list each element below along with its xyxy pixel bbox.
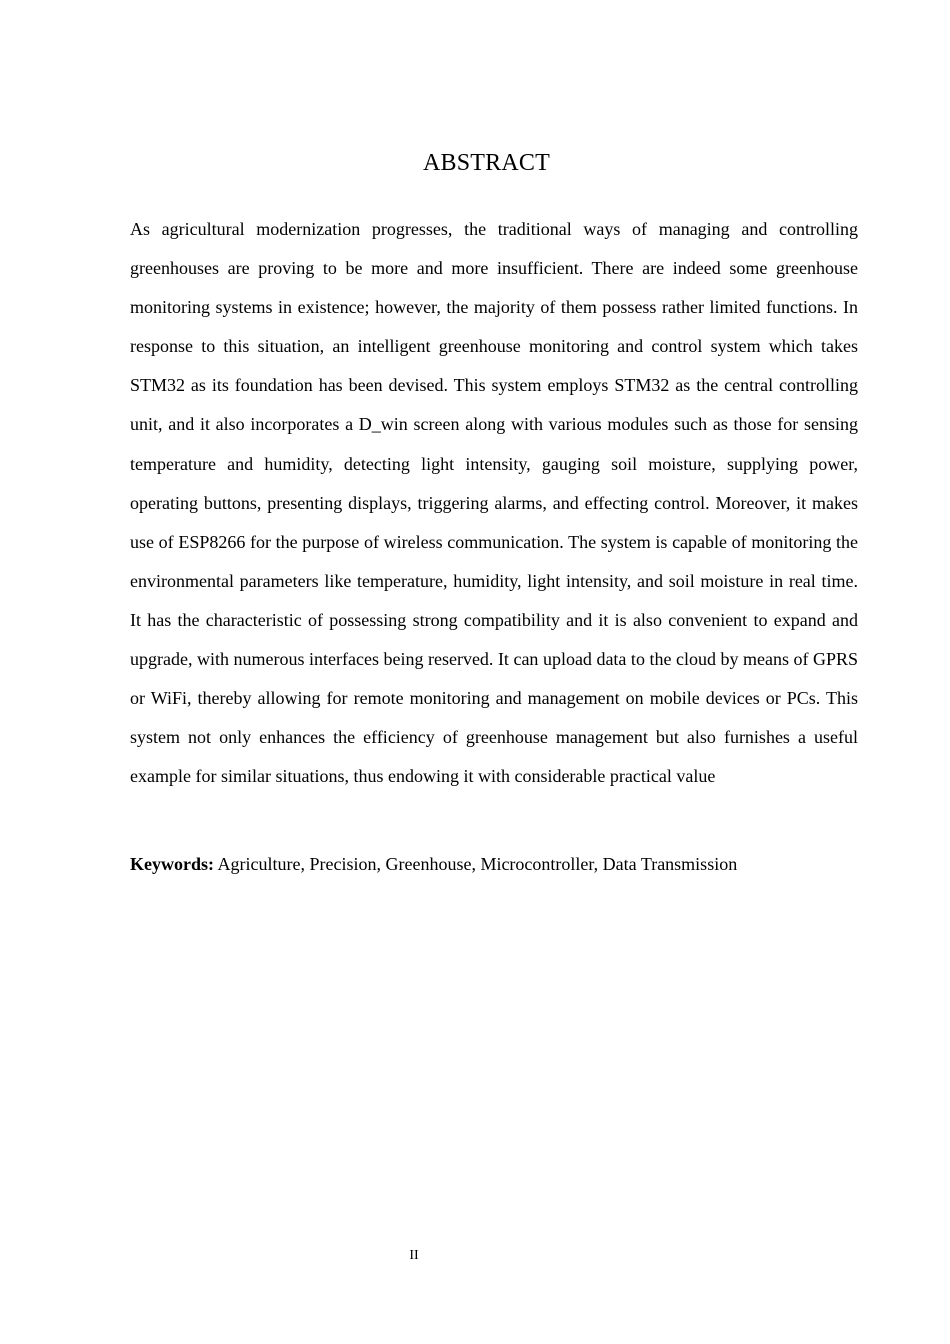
keywords-list: Agriculture, Precision, Greenhouse, Microcontroller, Data Transmission bbox=[217, 854, 738, 874]
page-number: II bbox=[409, 1248, 419, 1263]
abstract-title: ABSTRACT bbox=[423, 150, 550, 176]
keywords-line bbox=[130, 850, 858, 878]
keywords-label: Keywords: bbox=[130, 854, 214, 874]
abstract-body: As agricultural modernization progresses, the traditional ways of managing and controlling greenhouses are proving to be more and more insufficient. There are indeed some greenhouse monitoring systems in existence; however, the majority of them possess rather limited functions. In response to this situation, an intelligent greenhouse monitoring and control system which takes STM32 as its foundation has been devised. This system employs STM32 as the central controlling unit, and it also incorporates a D_win screen along with various modules such as those for sensing temperature and humidity, detecting light intensity, gauging soil moisture, supplying power, operating buttons, presenting displays, triggering alarms, and effecting control. Moreover, it makes use of ESP8266 for the purpose of wireless communication. The system is capable of monitoring the environmental parameters like temperature, humidity, light intensity, and soil moisture in real time. It has the characteristic of possessing strong compatibility and it is also convenient to expand and upgrade, with numerous interfaces being reserved. It can upload data to the cloud by means of GPRS or WiFi, thereby allowing for remote monitoring and management on mobile devices or PCs. This system not only enhances the efficiency of greenhouse management but also furnishes a useful example for similar situations, thus endowing it with considerable practical value bbox=[130, 219, 858, 787]
